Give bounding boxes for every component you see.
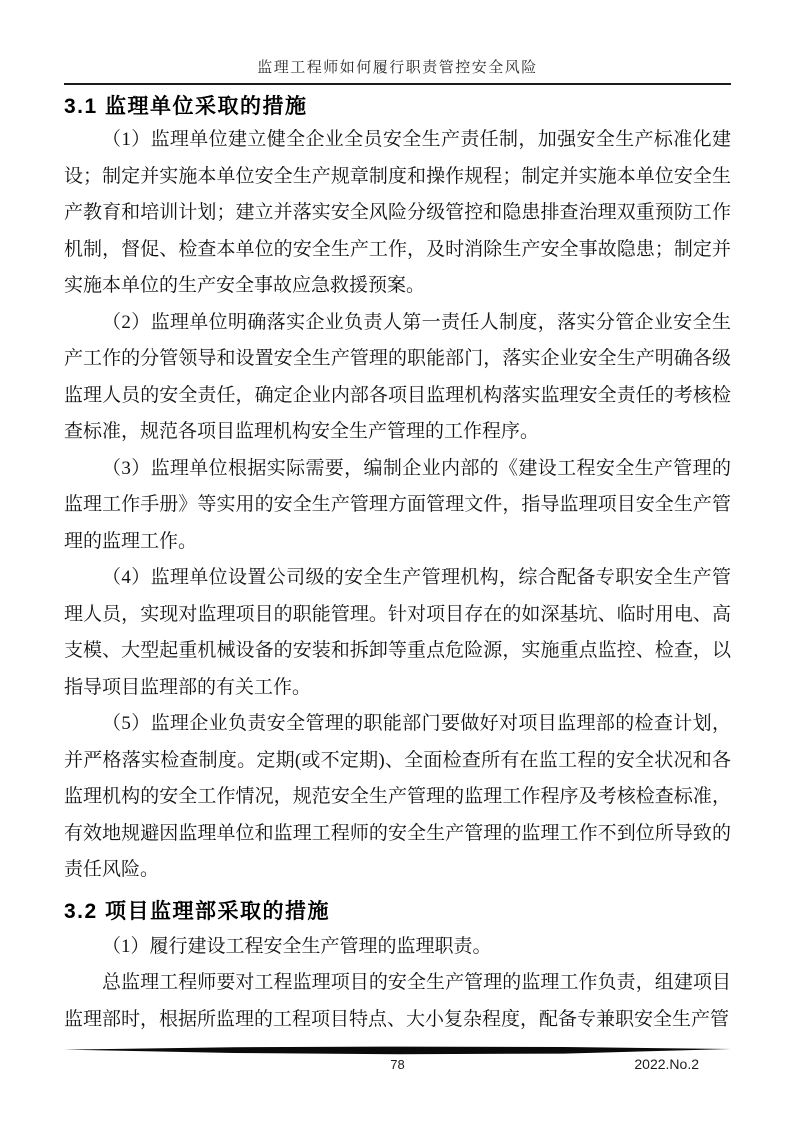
- footer-rule: [64, 1046, 731, 1055]
- issue-number: 2022.No.2: [634, 1056, 699, 1072]
- body-paragraph: （2）监理单位明确落实企业负责人第一责任人制度，落实分管企业安全生产工作的分管领导和设置安全生产管理的职能部门，落实企业安全生产明确各级监理人员的安全责任，确定企业内部各项目监理机构落实监理安全责任的考核检查标准，规范各项目监理机构安全生产管理的工作程序。: [64, 311, 731, 442]
- body-paragraph: （1）监理单位建立健全企业全员安全生产责任制，加强安全生产标准化建设；制定并实施本单位安全生产规章制度和操作规程；制定并实施本单位安全生产教育和培训计划；建立并落实安全风险分级管控和隐患排查治理双重预防工作机制，督促、检查本单位的安全生产工作，及时消除生产安全事故隐患；制定并实施本单位的生产安全事故应急救援预案。: [64, 129, 731, 296]
- body-paragraph: （4）监理单位设置公司级的安全生产管理机构，综合配备专职安全生产管理人员，实现对监理项目的职能管理。针对项目存在的如深基坑、临时用电、高支模、大型起重机械设备的安装和拆卸等重点危险源，实施重点监控、检查，以指导项目监理部的有关工作。: [64, 567, 731, 698]
- page-content: [64, 0, 731, 1122]
- page-number: 78: [390, 1057, 405, 1072]
- body-paragraph: （3）监理单位根据实际需要，编制企业内部的《建设工程安全生产管理的监理工作手册》等实用的安全生产管理方面管理文件，指导监理项目安全生产管理的监理工作。: [64, 457, 731, 552]
- header-rule: [64, 83, 731, 85]
- footer-row: [64, 1055, 731, 1075]
- running-header: 监理工程师如何履行职责管控安全风险: [257, 60, 538, 76]
- section-heading-3-1: 3.1 监理单位采取的措施: [64, 95, 308, 118]
- section-heading-3-2: 3.2 项目监理部采取的措施: [64, 899, 331, 923]
- body-paragraph: 总监理工程师要对工程监理项目的安全生产管理的监理工作负责，组建项目监理部时，根据所监理的工程项目特点、大小复杂程度，配备专兼职安全生产管: [64, 972, 731, 1030]
- body-paragraph: （5）监理企业负责安全管理的职能部门要做好对项目监理部的检查计划，并严格落实检查制度。定期(或不定期)、全面检查所有在监工程的安全状况和各监理机构的安全工作情况，规范安全生产管理的监理工作程序及考核检查标准，有效地规避因监理单位和监理工程师的安全生产管理的监理工作不到位所导致的责任风险。: [64, 713, 731, 880]
- page-footer: [64, 1046, 731, 1075]
- body-paragraph: （1）履行建设工程安全生产管理的监理职责。: [102, 935, 492, 957]
